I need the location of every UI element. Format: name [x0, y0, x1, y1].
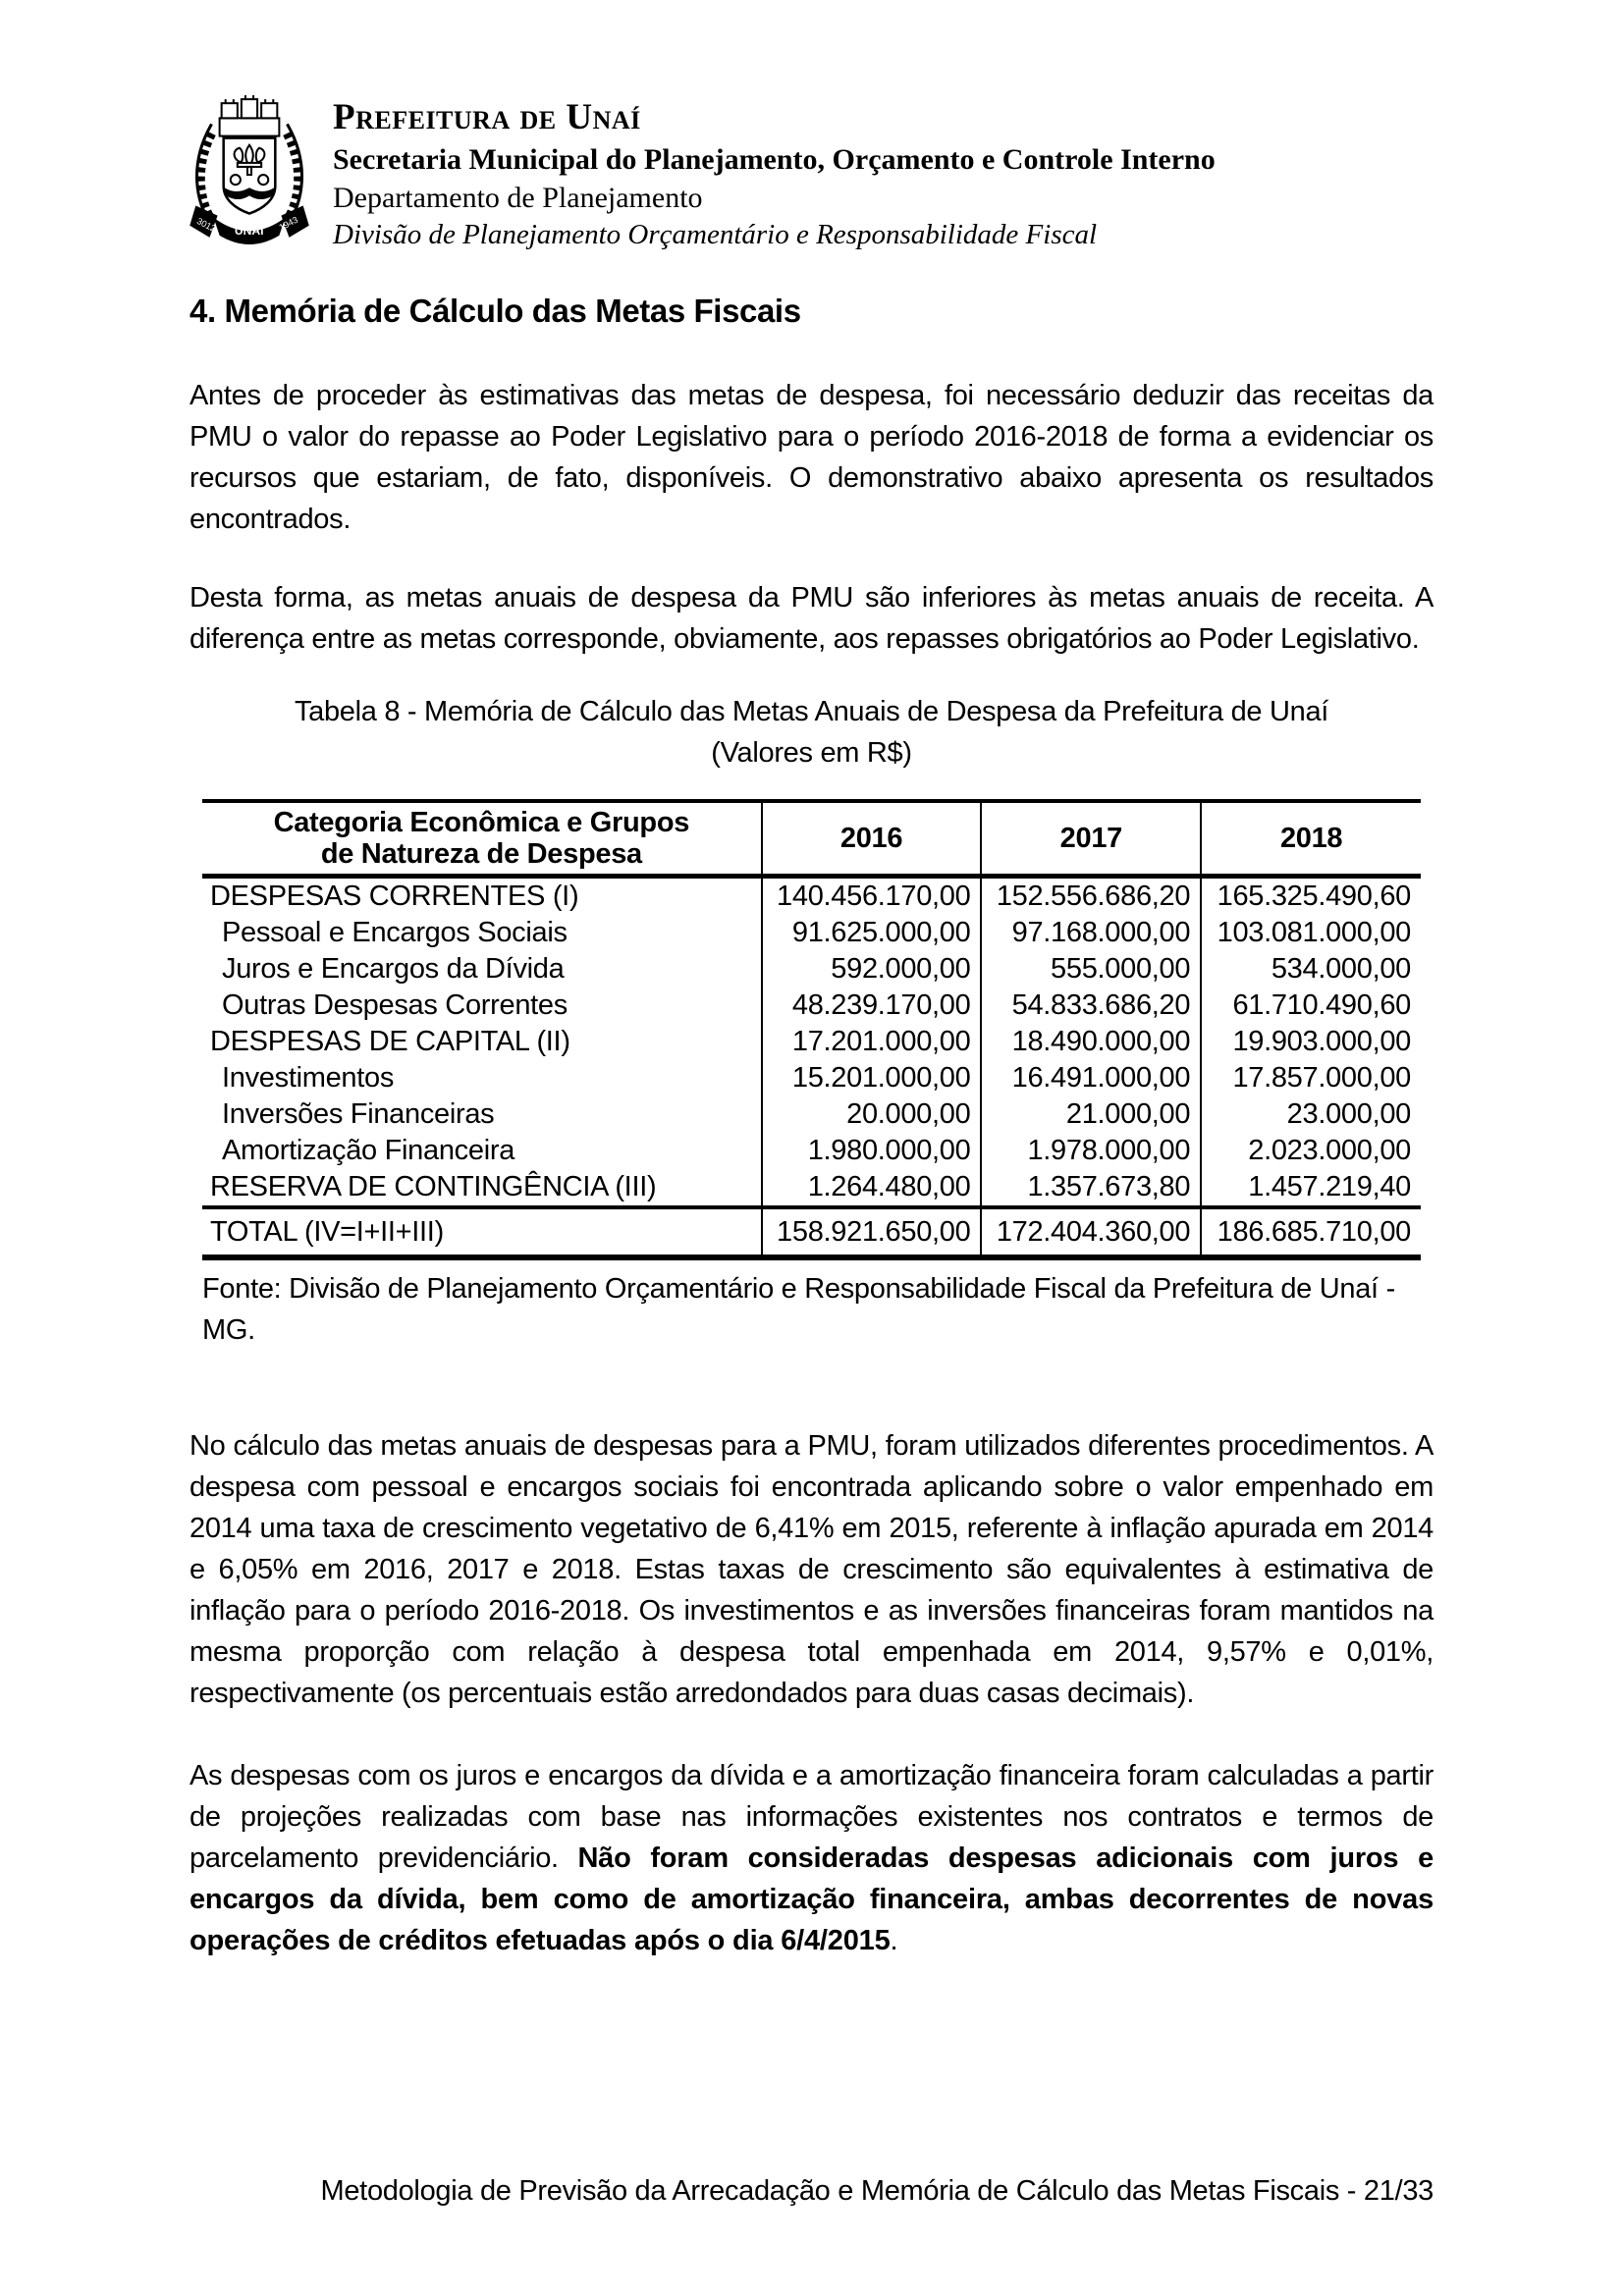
- value-2017: 1.357.673,80: [981, 1169, 1201, 1207]
- table-caption: [189, 691, 1434, 774]
- col-header-2017: 2017: [981, 801, 1201, 877]
- total-label: TOTAL (IV=I+II+III): [202, 1207, 762, 1257]
- paragraph-4-period: .: [890, 1925, 898, 1956]
- page-footer: Metodologia de Previsão da Arrecadação e Memória de Cálculo das Metas Fiscais - 21/33: [320, 2175, 1434, 2207]
- letterhead: [189, 90, 1434, 253]
- table-source-line2: MG.: [202, 1314, 255, 1346]
- table-source: [202, 1268, 1434, 1351]
- value-2016: 20.000,00: [762, 1096, 982, 1133]
- value-2016: 1.264.480,00: [762, 1169, 982, 1207]
- table-header-row: [202, 801, 1421, 877]
- paragraph-2: Desta forma, as metas anuais de despesa da PMU são inferiores às metas anuais de receita. A diferença entre as metas corresponde, obviamente, aos repasses obrigatórios ao Poder Legislativo.: [189, 582, 1434, 655]
- crest-crown: [220, 95, 280, 136]
- table-row: [202, 988, 1421, 1024]
- paragraph-1: Antes de proceder às estimativas das metas de despesa, foi necessário deduzir das receitas da PMU o valor do repasse ao Poder Legislativo para o período 2016-2018 de forma a evidenciar os recursos que estariam, de fato, disponíveis. O demonstrativo abaixo apresenta os resultados encontrados.: [189, 380, 1434, 535]
- table-row: [202, 1096, 1421, 1133]
- table-total-row: [202, 1207, 1421, 1257]
- department-name: Departamento de Planejamento: [333, 182, 703, 214]
- row-label: Amortização Financeira: [222, 1135, 515, 1166]
- value-2017: 16.491.000,00: [981, 1060, 1201, 1096]
- value-2018: 23.000,00: [1201, 1096, 1421, 1133]
- paragraph-4-bold: Não foram consideradas despesas adicionais com juros e encargos da dívida, bem como de amortização financeira, ambas decorrentes de novas operações de créditos efetuadas após o dia 6/4/2015: [189, 1842, 1434, 1956]
- row-label: Juros e Encargos da Dívida: [222, 953, 565, 985]
- row-label: RESERVA DE CONTINGÊNCIA (III): [210, 1171, 657, 1202]
- row-label: Pessoal e Encargos Sociais: [222, 917, 568, 948]
- table-source-line1: Fonte: Divisão de Planejamento Orçamentário e Responsabilidade Fiscal da Prefeitura de Unaí -: [202, 1273, 1395, 1305]
- crest-ribbon-name: UNAÍ: [234, 223, 264, 238]
- row-label: DESPESAS CORRENTES (I): [210, 881, 579, 912]
- table-row: [202, 1133, 1421, 1169]
- col-header-2016: 2016: [762, 801, 982, 877]
- value-2018: 61.710.490,60: [1201, 988, 1421, 1024]
- crest-shield: [224, 138, 276, 214]
- letterhead-text: [333, 90, 1216, 253]
- table-row: [202, 877, 1421, 916]
- org-name: Prefeitura de Unaí: [333, 97, 641, 137]
- table-row: [202, 951, 1421, 988]
- crest-year-left: 3012: [194, 216, 218, 235]
- value-2016: 592.000,00: [762, 951, 982, 988]
- col-header-category-line1: Categoria Econômica e Grupos: [273, 807, 690, 838]
- paragraph-4: [189, 1755, 1434, 1961]
- value-2016: 48.239.170,00: [762, 988, 982, 1024]
- table-row: [202, 1169, 1421, 1207]
- total-2016: 158.921.650,00: [762, 1207, 982, 1257]
- value-2016: 140.456.170,00: [762, 877, 982, 916]
- division-name: Divisão de Planejamento Orçamentário e Responsabilidade Fiscal: [333, 219, 1098, 250]
- municipal-crest: [180, 90, 319, 249]
- value-2018: 103.081.000,00: [1201, 915, 1421, 951]
- value-2018: 1.457.219,40: [1201, 1169, 1421, 1207]
- table-caption-line2: (Valores em R$): [711, 737, 912, 769]
- expense-goals-table: [202, 799, 1421, 1260]
- value-2018: 17.857.000,00: [1201, 1060, 1421, 1096]
- value-2016: 1.980.000,00: [762, 1133, 982, 1169]
- value-2018: 2.023.000,00: [1201, 1133, 1421, 1169]
- table-row: [202, 1060, 1421, 1096]
- section-title: 4. Memória de Cálculo das Metas Fiscais: [189, 293, 801, 329]
- value-2017: 97.168.000,00: [981, 915, 1201, 951]
- total-2017: 172.404.360,00: [981, 1207, 1201, 1257]
- value-2017: 152.556.686,20: [981, 877, 1201, 916]
- value-2018: 19.903.000,00: [1201, 1024, 1421, 1060]
- col-header-2018: 2018: [1201, 801, 1421, 877]
- crest-year-right: 1943: [277, 214, 300, 233]
- value-2017: 54.833.686,20: [981, 988, 1201, 1024]
- table-row: [202, 1024, 1421, 1060]
- row-label: Outras Despesas Correntes: [222, 989, 568, 1021]
- value-2018: 165.325.490,60: [1201, 877, 1421, 916]
- col-header-category-line2: de Natureza de Despesa: [320, 838, 642, 870]
- value-2017: 18.490.000,00: [981, 1024, 1201, 1060]
- row-label: DESPESAS DE CAPITAL (II): [210, 1026, 570, 1057]
- paragraph-3: No cálculo das metas anuais de despesas para a PMU, foram utilizados diferentes procedimentos. A despesa com pessoal e encargos sociais foi encontrada aplicando sobre o valor empenhado em 2014 uma taxa de crescimento vegetativo de 6,41% em 2015, referente à inflação apurada em 2014 e 6,05% em 2016, 2017 e 2018. Estas taxas de crescimento são equivalentes à estimativa de inflação para o período 2016-2018. Os investimentos e as inversões financeiras foram mantidos na mesma proporção com relação à despesa total empenhada em 2014, 9,57% e 0,01%, respectivamente (os percentuais estão arredondados para duas casas decimais).: [189, 1430, 1434, 1709]
- paragraph-4-regular: As despesas com os juros e encargos da dívida e a amortização financeira foram calculadas a partir de projeções realizadas com base nas informações existentes nos contratos e termos de parcelamento previdenciário.: [189, 1760, 1434, 1874]
- secretariat-name: Secretaria Municipal do Planejamento, Orçamento e Controle Interno: [333, 143, 1216, 176]
- value-2018: 534.000,00: [1201, 951, 1421, 988]
- total-2018: 186.685.710,00: [1201, 1207, 1421, 1257]
- table-row: [202, 915, 1421, 951]
- table-caption-line1: Tabela 8 - Memória de Cálculo das Metas Anuais de Despesa da Prefeitura de Unaí: [294, 696, 1329, 727]
- value-2016: 91.625.000,00: [762, 915, 982, 951]
- col-header-category: [202, 801, 762, 877]
- value-2017: 1.978.000,00: [981, 1133, 1201, 1169]
- value-2017: 21.000,00: [981, 1096, 1201, 1133]
- value-2016: 15.201.000,00: [762, 1060, 982, 1096]
- row-label: Inversões Financeiras: [222, 1098, 495, 1130]
- value-2016: 17.201.000,00: [762, 1024, 982, 1060]
- value-2017: 555.000,00: [981, 951, 1201, 988]
- row-label: Investimentos: [222, 1062, 395, 1094]
